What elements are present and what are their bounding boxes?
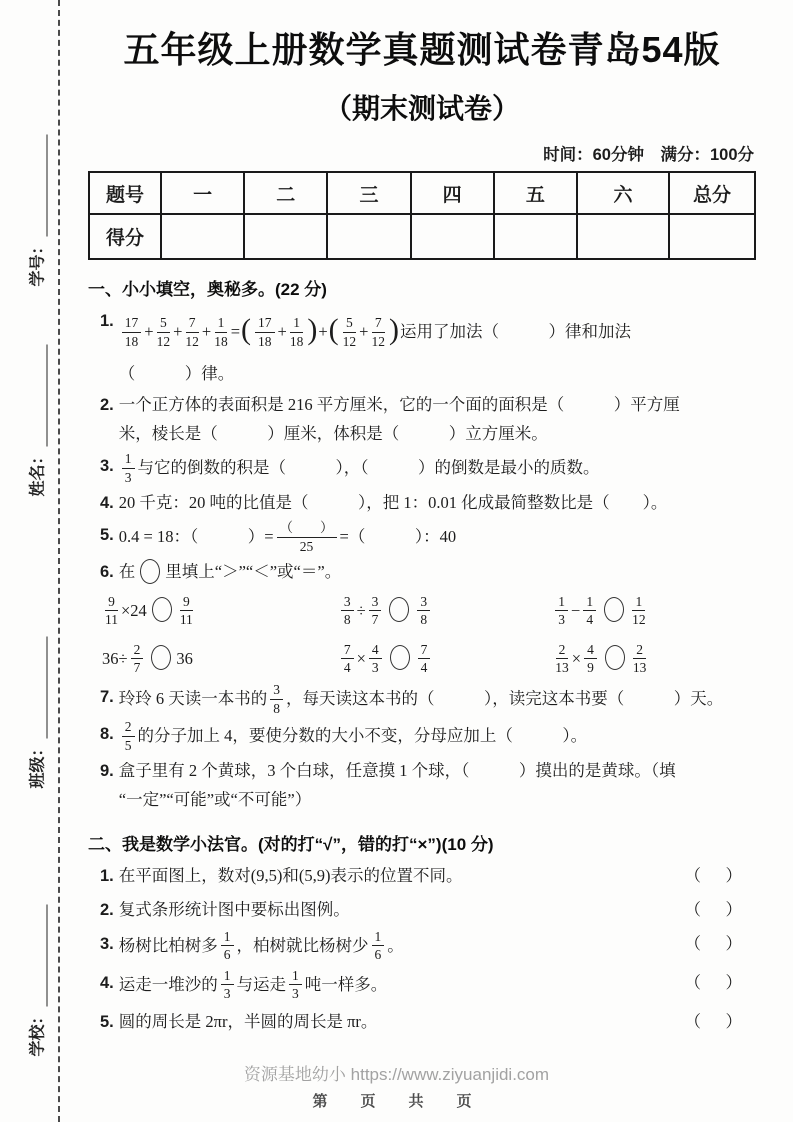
fraction: $\frac{7}{12}$ [371,315,385,349]
question-number: 2. [100,396,114,415]
question-line [119,452,756,486]
judge-statement [119,969,388,1003]
text-run: 盒子里有 2 个黄球，3 个白球，任意摸 1 个球，（ ）摸出的是黄球。（填 [118,761,676,781]
text-run: 杨树比柏树多 [118,935,218,955]
text-run: ×24 [121,600,147,620]
text-run: 复式条形统计图中要标出图例。 [118,899,350,919]
comparison-circle [152,597,172,622]
text-run: = [230,322,241,342]
comparison-cell [552,643,756,677]
text-run: + [277,322,287,342]
text-run: 。 [387,935,404,955]
fraction: $\frac{1}{3}$ [122,451,135,485]
fraction: $\frac{7}{12}$ [185,315,199,349]
fraction: $\frac{4}{3}$ [369,642,382,676]
fraction: $\frac{3}{8}$ [417,594,430,628]
fraction: $\frac{1}{18}$ [214,315,228,349]
text-run: − [571,600,581,620]
judge-statement [119,1008,378,1037]
text-run: 米，棱长是（ ）厘米，体积是（ ）立方厘米。 [118,424,548,444]
fraction: $\frac{7}{4}$ [341,642,354,676]
text-run: × [356,648,366,668]
text-run: ，每天读这本书的（ ），读完这本书要（ ）天。 [286,688,724,708]
fraction: $\frac{1}{12}$ [632,593,646,628]
question-1 [88,307,756,388]
fraction: $\frac{1}{6}$ [372,929,385,963]
question-number: 7. [100,688,114,706]
fraction: $\frac{2}{13}$ [555,641,569,676]
comparison-cell [102,643,338,677]
answer-blank: （ ） [684,972,746,992]
question-line [119,420,756,449]
exam-meta: 时间：60分钟 满分：100分 [543,146,754,164]
fraction: $\frac{7}{4}$ [418,642,431,676]
text-run: 在平面图上，数对(9,5)和(5,9)表示的位置不同。 [118,865,463,885]
fraction: $\frac{3}{7}$ [369,594,382,628]
big-paren: ) [388,313,399,346]
fraction: $\frac{4}{9}$ [584,642,597,676]
student-name-field [25,345,48,497]
student-class-label: 班级： [29,740,47,789]
answer-blank: （ ） [684,1011,746,1031]
fraction: $\frac{9}{11}$ [105,593,118,628]
fraction: $\frac{1}{3}$ [221,968,234,1002]
score-cell [244,214,327,259]
student-id-field [25,135,48,287]
comparison-circle [151,645,171,670]
student-id-blank-line [44,135,48,237]
question-3 [88,452,756,486]
score-cell [161,214,244,259]
student-name-blank-line [44,345,48,447]
question-number: 1. [100,866,114,885]
question-number: 5. [100,1012,114,1031]
fraction: $\frac{( )}{25}$ [277,520,337,554]
text-run: + [201,322,212,342]
score-table-col: 三 [327,172,410,214]
score-table-col: 六 [577,172,669,214]
score-cell [494,214,577,259]
text-run: 玲玲 6 天读一本书的 [118,688,268,708]
question-6 [88,558,756,587]
score-table-col: 四 [411,172,494,214]
answer-blank: （ ） [684,865,746,885]
text-run: + [359,322,369,342]
comparison-circle [604,597,624,622]
comparison-circle [390,645,410,670]
score-row-label: 得分 [89,214,161,259]
text-run: + [318,322,328,342]
text-run: 36÷ [102,648,128,668]
paper-content [88,14,756,1042]
question-line [119,786,756,815]
fraction: $\frac{1}{3}$ [289,968,302,1002]
fraction: $\frac{1}{3}$ [555,594,568,628]
question-line [119,558,756,587]
page-footer [0,1060,793,1111]
question-line [119,489,756,518]
text-run: 圆的周长是 2πr，半圆的周长是 πr。 [118,1011,378,1031]
score-cell [411,214,494,259]
question-line [119,757,756,786]
score-table-col: 五 [494,172,577,214]
fraction: $\frac{3}{8}$ [270,682,283,716]
question-number: 4. [100,494,114,513]
text-run: × [571,648,582,668]
watermark-text: 资源基地幼小 https://www.ziyuanjidi.com [243,1065,550,1084]
student-name-label: 姓名： [29,448,47,497]
question-number: 4. [100,973,114,992]
comparison-circle [140,559,160,584]
big-paren: ( [328,313,339,346]
student-id-label: 学号： [29,238,47,287]
fraction: $\frac{1}{18}$ [289,315,304,349]
question-number: 5. [100,526,114,545]
score-table-col: 一 [161,172,244,214]
answer-blank: （ ） [684,899,746,919]
question-2 [88,391,756,449]
page-title: 五年级上册数学真题测试卷青岛54版 [123,29,721,70]
question-line [119,307,756,360]
fraction: $\frac{2}{5}$ [122,719,135,753]
score-table-header-row [89,172,755,214]
text-run: 0.4 = 18：（ ）= [118,526,274,546]
text-run: 在 [118,562,136,582]
comparison-cell [338,595,552,629]
fraction: $\frac{17}{18}$ [255,315,275,349]
dashed-cut-line [58,0,60,1122]
section2-heading: 二、我是数学小法官。(对的打“√”，错的打“×”)(10 分) [88,834,494,854]
question-line [119,720,756,754]
judge-statement [119,930,404,964]
score-cell [577,214,669,259]
question-7 [88,683,756,717]
text-run: ，柏树就比杨树少 [236,935,369,955]
comparison-grid [88,595,756,677]
fraction: $\frac{5}{12}$ [342,315,357,349]
text-run: 36 [176,648,193,668]
text-run: + [144,322,154,342]
judge-statement [119,862,463,891]
text-run: 一个正方体的表面积是 216 平方厘米，它的一个面的面积是（ ）平方厘 [118,395,680,415]
score-cell [669,214,755,259]
question-9 [88,757,756,815]
question-number: 8. [100,725,114,744]
comparison-cell [102,595,338,629]
score-cell [327,214,410,259]
question-8 [88,720,756,754]
question-5 [88,521,756,555]
judge-statement [119,896,350,925]
judge-item-4 [88,969,756,1003]
question-number: 6. [100,563,114,582]
student-class-field [25,637,48,789]
text-run: “一定”“可能”或“不可能”） [118,789,312,809]
fraction: $\frac{2}{7}$ [131,642,144,676]
page-number-label: 第 页 共 页 [312,1093,481,1110]
fraction: $\frac{1}{6}$ [221,929,234,963]
question-number: 2. [100,900,114,919]
student-class-blank-line [44,637,48,739]
text-run: 里填上“＞”“＜”或“＝”。 [165,562,342,582]
text-run: 运走一堆沙的 [118,974,218,994]
text-run: 与它的倒数的积是（ ），（ ）的倒数是最小的质数。 [137,457,600,477]
text-run: 与运走 [236,974,287,994]
page-subtitle: （期末测试卷） [323,93,520,124]
question-number: 9. [100,762,114,781]
question-number: 3. [100,934,114,953]
question-number: 3. [100,457,114,476]
score-table-col: 总分 [669,172,755,214]
score-table-score-row [89,214,755,259]
text-run: 吨一样多。 [304,974,388,994]
text-run: 20 千克：20 吨的比值是（ ），把 1：0.01 化成最简整数比是（ ）。 [118,493,668,513]
question-4 [88,489,756,518]
fraction: $\frac{1}{4}$ [583,594,596,628]
student-school-blank-line [44,905,48,1007]
text-run: 运用了加法（ ）律和加法 [399,322,631,342]
fraction: $\frac{17}{18}$ [122,315,142,349]
comparison-circle [389,597,409,622]
score-table-corner: 题号 [89,172,161,214]
question-line [119,521,756,555]
section1-heading: 一、小小填空，奥秘多。(22 分) [88,280,327,299]
text-run: （ ）律。 [118,363,235,383]
fraction: $\frac{3}{8}$ [341,594,354,628]
comparison-cell [338,643,552,677]
text-run: + [173,322,183,342]
comparison-cell [552,595,756,629]
answer-blank: （ ） [684,933,746,953]
question-line [119,683,756,717]
score-table-col: 二 [244,172,327,214]
big-paren: ) [307,313,318,346]
text-run: 的分子加上 4，要使分数的大小不变，分母应加上（ ）。 [137,725,588,745]
judge-item-2 [88,896,756,925]
fraction: $\frac{2}{13}$ [632,641,647,676]
fraction: $\frac{5}{12}$ [156,315,171,349]
student-school-label: 学校： [29,1008,47,1057]
question-number: 1. [100,312,114,330]
score-table [88,171,756,260]
question-line [119,360,756,389]
judge-item-3 [88,930,756,964]
comparison-circle [605,645,625,670]
text-run: =（ ）：40 [339,526,457,546]
big-paren: ( [241,313,252,346]
text-run: ÷ [356,600,366,620]
fraction: $\frac{9}{11}$ [179,593,193,628]
judge-item-1 [88,862,756,891]
student-school-field [25,905,48,1057]
question-line [119,391,756,420]
judge-item-5 [88,1008,756,1037]
